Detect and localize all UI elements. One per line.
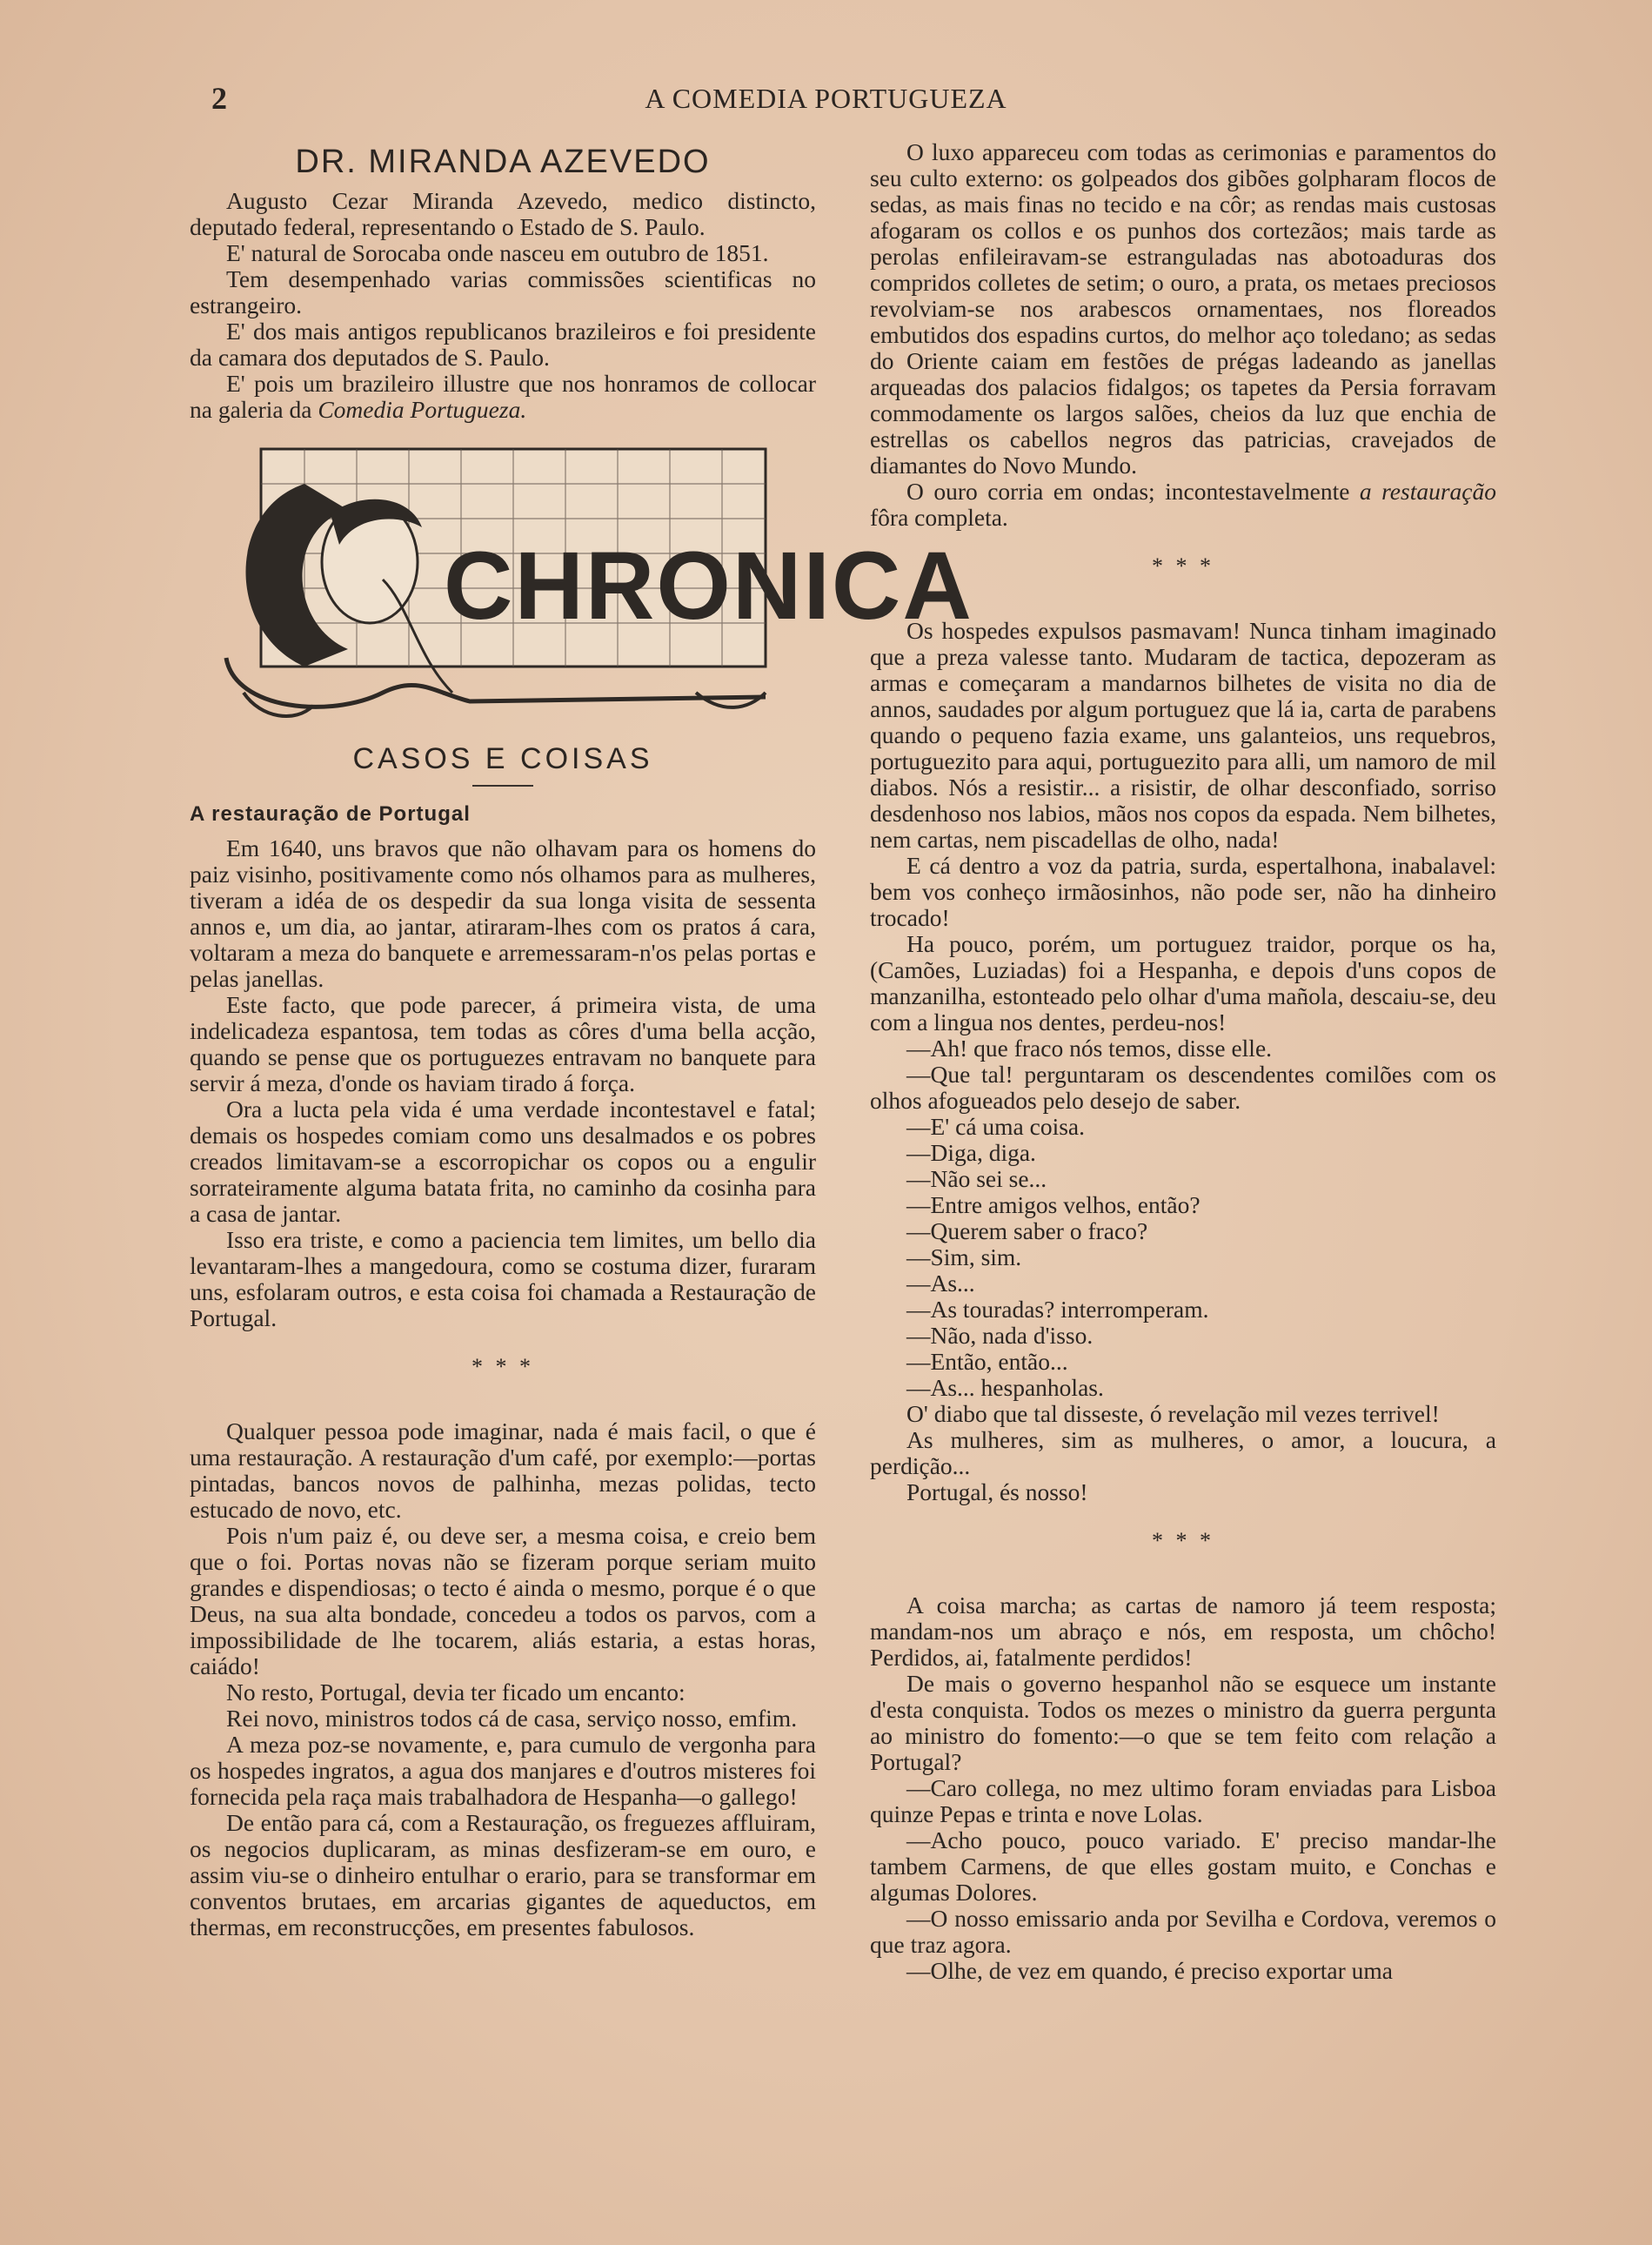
article-paragraph: Isso era triste, e como a paciencia tem limites, um bello dia levantaram-lhes a mangedoura, como se costuma dizer, furaram uns, esfolaram outros, e esta coisa foi chamada a Restauração de Portugal.	[190, 1226, 816, 1331]
article-paragraph: O' diabo que tal disseste, ó revelação mil vezes terrivel!	[906, 1400, 1440, 1427]
dialogue-line: —Acho pouco, pouco variado. E' preciso mandar-lhe tambem Carmens, de que elles gostam muito, e Conchas e algumas Dolores.	[870, 1826, 1496, 1906]
divider	[472, 785, 533, 787]
section-break-stars: * * *	[1152, 553, 1214, 579]
article-paragraph: De mais o governo hespanhol não se esquece um instante d'esta conquista. Todos os mezes o ministro da guerra pergunta ao ministro do fomento:—o que se tem feito com relação a Portugal?	[870, 1670, 1496, 1775]
ouro-end: fôra completa.	[870, 504, 1008, 531]
article-paragraph: Os hospedes expulsos pasmavam! Nunca tinham imaginado que a preza valesse tanto. Mudaram de tactica, depozeram as armas e começaram a mandarnos bilhetes de visita no dia de annos, saudades por algum portuguez que lá ia, carta de parabens quando o pequeno fazia exame, uns galanteios, uns requebros, portuguezito para aqui, portuguezito para alli, um namoro de mil diabos. Nós a resistir... a risistir, de olhar desconfiado, sorriso desdenhoso nos labios, mãos nos copos da espada. Nem bilhetes, nem cartas, nem piscadellas de olho, nada!	[870, 617, 1496, 853]
dialogue-line: —Olhe, de vez em quando, é preciso exportar uma	[906, 1957, 1393, 1984]
bio-paragraph: E' dos mais antigos republicanos brazileiros e foi presidente da camara dos deputados de S. Paulo.	[190, 318, 816, 371]
article-paragraph: De então para cá, com a Restauração, os freguezes affluiram, os negocios duplicaram, as minas desfizeram-se em ouro, e assim viu-se o dinheiro entulhar o erario, para se transformar em conventos brutaes, em arcarias gigantes de aqueductos, em thermas, em reconstrucções, em presentes fabulosos.	[190, 1809, 816, 1940]
dialogue-line: —As...	[906, 1270, 975, 1297]
dialogue-line: —As... hespanholas.	[906, 1374, 1104, 1401]
article-paragraph: O luxo appareceu com todas as cerimonias e paramentos do seu culto externo: os golpeados dos gibões golpharam flocos de sedas, as mais finas no tecido e na côr; as rendas mais custosas afogaram os collos e os punhos dos cortezãos; mais tarde as perolas enfileiravam-se estranguladas nas abotoaduras dos compridos colletes de setim; o ouro, a prata, os metaes preciosos revolviam-se nos arabescos ornamentaes, nos floreados embutidos dos espadins curtos, do melhor aço toledano; as sedas do Oriente caiam em festões de prégas ladeando as janellas arqueadas dos palacios fidalgos; os tapetes da Persia forravam commodamente os largos salões, cheios da luz que enchia de estrellas os cabellos negros das patricias, cravejados de diamantes do Novo Mundo.	[870, 138, 1496, 479]
dialogue-line: —O nosso emissario anda por Sevilha e Cordova, veremos o que traz agora.	[870, 1905, 1496, 1958]
article-paragraph: No resto, Portugal, devia ter ficado um encanto:	[226, 1679, 686, 1706]
dialogue-line: —Ah! que fraco nós temos, disse elle.	[906, 1035, 1273, 1062]
dialogue-line: —Caro collega, no mez ultimo foram enviadas para Lisboa quinze Pepas e trinta e nove Lolas.	[870, 1774, 1496, 1827]
article-paragraph: Ora a lucta pela vida é uma verdade incontestavel e fatal; demais os hospedes comiam como uns desalmados e os pobres creados limitavam-se a escorropichar os copos ou a engulir sorrateiramente alguma batata frita, no caminho da cosinha para a casa de jantar.	[190, 1096, 816, 1227]
right-column	[870, 139, 1496, 1984]
article-paragraph: E cá dentro a voz da patria, surda, espertalhona, inabalavel: bem vos conheço irmãosinhos, não pode ser, não ha dinheiro trocado!	[870, 852, 1496, 931]
dialogue-line: —Entre amigos velhos, então?	[906, 1191, 1201, 1218]
bio-paragraph	[190, 371, 816, 423]
bio-paragraph: E' natural de Sorocaba onde nasceu em outubro de 1851.	[226, 239, 769, 266]
article-paragraph: Em 1640, uns bravos que não olhavam para os homens do paiz visinho, positivamente como nós olhamos para as mulheres, tiveram a idéa de os despedir da sua longa visita de sessenta annos e, um dia, ao jantar, atiraram-lhes com os pratos á cara, voltaram a meza do banquete e arremessaram-n'os pelas portas e pelas janellas.	[190, 834, 816, 992]
ouro-text: O ouro corria em ondas; incontestavelmente	[906, 478, 1350, 505]
dialogue-line: —Que tal! perguntaram os descendentes comilões com os olhos afogueados pelo desejo de saber.	[870, 1061, 1496, 1114]
dialogue-line: —As touradas? interromperam.	[906, 1296, 1209, 1323]
article-paragraph: Portugal, és nosso!	[906, 1478, 1088, 1505]
dialogue-line: —Sim, sim.	[906, 1243, 1022, 1270]
bio-heading: DR. MIRANDA AZEVEDO	[295, 144, 711, 180]
bio-paragraph: Tem desempenhado varias commissões scientificas no estrangeiro.	[190, 265, 816, 318]
article-paragraph: Rei novo, ministros todos cá de casa, serviço nosso, emfim.	[226, 1705, 798, 1732]
page-number: 2	[211, 81, 227, 116]
page-header-title: A COMEDIA PORTUGUEZA	[645, 83, 1007, 114]
bio-italic: Comedia Portugueza.	[318, 396, 527, 423]
article-paragraph: A coisa marcha; as cartas de namoro já teem resposta; mandam-nos um abraço e nós, em resposta, um chôcho! Perdidos, ai, fatalmente perdidos!	[870, 1592, 1496, 1671]
dialogue-line: —Diga, diga.	[906, 1139, 1036, 1166]
bio-paragraph: Augusto Cezar Miranda Azevedo, medico distincto, deputado federal, representando o Estado de S. Paulo.	[190, 187, 816, 240]
dialogue-line: —Não, nada d'isso.	[906, 1322, 1094, 1349]
dialogue-line: —Não sei se...	[906, 1165, 1047, 1192]
article-paragraph: Este facto, que pode parecer, á primeira vista, de uma indelicadeza espantosa, tem todas as côres d'uma bella acção, quando se pense que os portuguezes entravam no banquete para servir á meza, d'onde os haviam tirado á força.	[190, 991, 816, 1096]
chronica-title: CHRONICA	[444, 533, 973, 640]
section-title: A restauração de Portugal	[190, 802, 471, 826]
article-paragraph: Ha pouco, porém, um portuguez traidor, porque os ha, (Camões, Luziadas) foi a Hespanha, e depois d'uns copos de manzanilha, estonteado pelo olhar d'uma mañola, descaiu-se, deu com a lingua nos dentes, perdeu-nos!	[870, 930, 1496, 1035]
article-paragraph: As mulheres, sim as mulheres, o amor, a loucura, a perdição...	[870, 1426, 1496, 1479]
article-paragraph: A meza poz-se novamente, e, para cumulo de vergonha para os hospedes ingratos, a agua dos manjares e d'outros misteres foi fornecida pela raça mais trabalhadora de Hespanha—o gallego!	[190, 1731, 816, 1810]
article-paragraph	[870, 479, 1496, 531]
article-paragraph: Pois n'um paiz é, ou deve ser, a mesma coisa, e creio bem que o foi. Portas novas não se fizeram porque seriam muito grandes e dispendiosas; o tecto é ainda o mesmo, porque é o que Deus, na sua alta bondade, concedeu a todos os parvos, com a impossibilidade de lhe tocarem, aliás estaria, a estas horas, caiádo!	[190, 1522, 816, 1679]
subtitle: CASOS E COISAS	[352, 742, 653, 775]
dialogue-line: —Então, então...	[906, 1348, 1068, 1375]
section-break-stars: * * *	[472, 1354, 534, 1379]
article-paragraph: Qualquer pessoa pode imaginar, nada é mais facil, o que é uma restauração. A restauração d'um café, por exemplo:—portas pintadas, bancos novos de palhinha, mezas polidas, tecto estucado de novo, etc.	[190, 1417, 816, 1523]
dialogue-line: —Querem saber o fraco?	[906, 1217, 1148, 1244]
ouro-italic: a restauração	[1359, 478, 1497, 505]
dialogue-line: —E' cá uma coisa.	[906, 1113, 1086, 1140]
bio-text: E' pois um brazileiro illustre que nos honramos de collocar na galeria da	[190, 370, 816, 423]
section-break-stars: * * *	[1152, 1528, 1214, 1553]
